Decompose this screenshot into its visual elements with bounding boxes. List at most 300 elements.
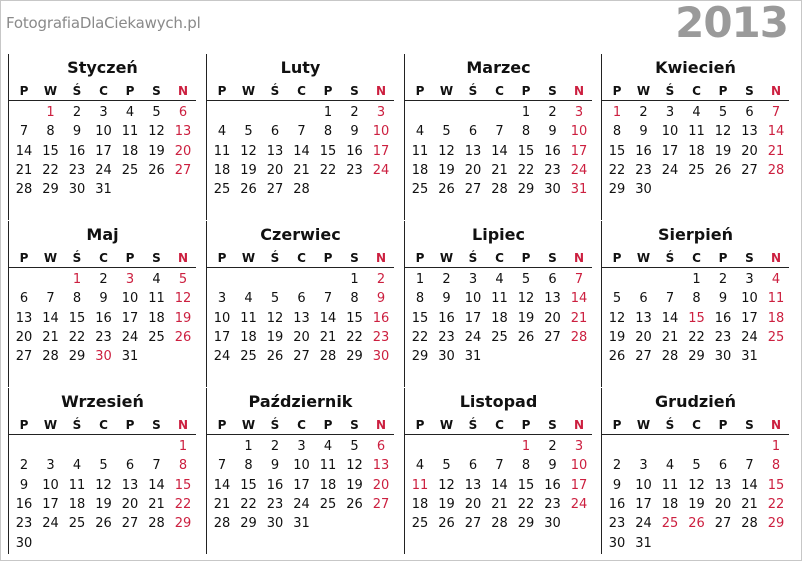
day-cell: 7 — [152, 458, 161, 474]
weekday-header: C — [99, 84, 108, 98]
weekday-header: C — [495, 418, 504, 432]
day-cell: 21 — [491, 496, 508, 512]
weekday-header: P — [415, 84, 425, 98]
weekday-header: Ś — [270, 84, 280, 98]
day-cell: 19 — [148, 143, 165, 159]
day-cell: 6 — [125, 458, 135, 474]
day-cell: 5 — [152, 105, 161, 120]
day-cell: 30 — [15, 535, 33, 551]
day-cell-holiday: 21 — [767, 143, 785, 159]
day-cell-holiday: 28 — [767, 162, 785, 178]
day-cell: 20 — [635, 329, 652, 345]
day-cell: 17 — [213, 329, 231, 345]
day-cell: 5 — [718, 105, 728, 120]
day-cell-holiday: 31 — [570, 182, 588, 198]
day-cell: 19 — [517, 310, 535, 326]
weekday-header: P — [125, 418, 135, 432]
day-cell: 4 — [415, 124, 425, 140]
month-name: Kwiecień — [655, 58, 736, 77]
day-cell: 15 — [411, 310, 429, 326]
day-cell: 18 — [148, 310, 165, 326]
day-cell: 12 — [148, 124, 165, 140]
day-cell-holiday: 3 — [574, 105, 584, 120]
day-cell: 6 — [548, 272, 557, 287]
day-cell: 19 — [714, 143, 732, 159]
day-cell: 29 — [346, 349, 363, 365]
day-cell: 21 — [661, 329, 679, 345]
weekday-header: Ś — [468, 418, 478, 432]
weekday-header: S — [548, 251, 557, 265]
weekday-header: P — [521, 251, 531, 265]
day-cell: 2 — [270, 439, 280, 454]
day-cell: 18 — [688, 143, 705, 159]
day-cell: 8 — [350, 291, 359, 307]
day-cell: 5 — [244, 124, 253, 140]
weekday-header: N — [770, 418, 782, 432]
day-cell-holiday: 13 — [174, 124, 192, 140]
day-cell-holiday: 7 — [574, 272, 584, 287]
day-cell-holiday: 8 — [178, 458, 188, 474]
day-cell: 21 — [741, 496, 758, 512]
day-cell-holiday: 14 — [570, 291, 588, 307]
day-cell: 9 — [639, 124, 648, 140]
day-cell: 29 — [240, 516, 257, 532]
day-cell: 5 — [612, 291, 622, 307]
weekday-header: C — [692, 251, 701, 265]
day-cell-holiday: 14 — [767, 124, 785, 140]
day-cell: 11 — [121, 124, 139, 140]
month-name: Czerwiec — [260, 225, 341, 244]
day-cell: 12 — [346, 458, 363, 474]
day-cell: 2 — [72, 105, 82, 120]
day-cell: 27 — [121, 516, 139, 532]
weekday-header: S — [745, 251, 754, 265]
header-divider — [207, 267, 394, 268]
day-cell: 13 — [121, 477, 139, 493]
weekday-header: C — [495, 84, 504, 98]
weekday-header: W — [439, 418, 454, 432]
day-cell: 7 — [19, 124, 29, 140]
day-cell: 11 — [213, 143, 231, 159]
day-cell: 5 — [442, 458, 451, 474]
day-cell: 5 — [270, 291, 280, 307]
day-cell-holiday: 7 — [771, 105, 781, 120]
day-cell-holiday: 17 — [570, 477, 588, 493]
day-cell: 12 — [266, 310, 284, 326]
day-cell: 28 — [491, 182, 508, 198]
day-cell: 6 — [468, 458, 478, 474]
weekday-header: N — [573, 251, 585, 265]
day-cell: 9 — [19, 477, 29, 493]
day-cell: 23 — [608, 516, 626, 532]
day-cell: 28 — [741, 516, 758, 532]
day-cell: 24 — [293, 496, 310, 512]
day-cell: 20 — [464, 496, 482, 512]
day-cell: 9 — [72, 124, 82, 140]
day-cell-holiday: 21 — [570, 310, 588, 326]
day-cell: 20 — [714, 496, 732, 512]
header-divider — [207, 434, 394, 435]
day-cell: 19 — [266, 329, 284, 345]
month-block — [206, 54, 394, 220]
day-cell: 3 — [46, 458, 55, 474]
day-cell: 16 — [544, 143, 561, 159]
day-cell: 19 — [346, 477, 363, 493]
day-cell: 10 — [42, 477, 59, 493]
month-block — [601, 221, 789, 387]
day-cell: 7 — [495, 124, 504, 140]
day-cell: 27 — [635, 349, 652, 365]
day-cell: 22 — [346, 329, 363, 345]
day-cell-holiday: 1 — [771, 439, 781, 454]
weekday-header: P — [521, 418, 531, 432]
day-cell: 11 — [68, 477, 86, 493]
day-cell: 10 — [95, 124, 112, 140]
day-cell: 14 — [491, 477, 508, 493]
day-cell: 3 — [745, 272, 754, 287]
day-cell-holiday: 15 — [688, 310, 705, 326]
day-cell: 25 — [68, 516, 86, 532]
day-cell: 24 — [635, 516, 652, 532]
day-cell: 28 — [42, 349, 59, 365]
day-cell: 30 — [438, 349, 455, 365]
day-cell-holiday: 23 — [372, 329, 390, 345]
day-cell-holiday: 9 — [376, 291, 386, 307]
day-cell-holiday: 30 — [95, 349, 112, 365]
day-cell: 20 — [741, 143, 758, 159]
day-cell: 19 — [438, 496, 455, 512]
weekday-header: C — [297, 84, 306, 98]
day-cell: 23 — [544, 496, 561, 512]
day-cell: 19 — [240, 162, 257, 178]
day-cell-holiday: 28 — [570, 329, 588, 345]
day-cell: 31 — [464, 349, 482, 365]
weekday-header: C — [99, 418, 108, 432]
day-cell: 26 — [148, 162, 165, 178]
day-cell: 28 — [491, 516, 508, 532]
day-cell: 31 — [95, 182, 112, 198]
day-cell: 31 — [121, 349, 139, 365]
weekday-header: Ś — [72, 251, 82, 265]
day-cell: 20 — [293, 329, 310, 345]
day-cell: 8 — [46, 124, 55, 140]
month-block — [8, 221, 196, 387]
weekday-header: N — [573, 418, 585, 432]
day-cell-holiday: 13 — [372, 458, 390, 474]
day-cell: 24 — [213, 349, 231, 365]
weekday-header: P — [415, 418, 425, 432]
day-cell: 23 — [346, 162, 363, 178]
day-cell: 14 — [213, 477, 231, 493]
day-cell: 30 — [714, 349, 732, 365]
weekday-header: Ś — [72, 418, 82, 432]
weekday-header: P — [521, 84, 531, 98]
day-cell: 21 — [293, 162, 310, 178]
weekday-header: W — [439, 84, 454, 98]
day-cell: 17 — [661, 143, 679, 159]
day-cell: 10 — [635, 477, 652, 493]
day-cell: 22 — [688, 329, 705, 345]
day-cell: 14 — [741, 477, 758, 493]
day-cell: 10 — [121, 291, 139, 307]
day-cell: 15 — [240, 477, 257, 493]
month-name: Listopad — [459, 392, 538, 411]
day-cell: 18 — [411, 162, 429, 178]
day-cell: 19 — [608, 329, 626, 345]
month-block — [8, 388, 196, 554]
day-cell-holiday: 24 — [570, 496, 588, 512]
header-divider — [405, 267, 592, 268]
day-cell: 25 — [411, 182, 429, 198]
weekday-header: C — [692, 84, 701, 98]
day-cell: 31 — [741, 349, 758, 365]
day-cell-holiday: 10 — [372, 124, 390, 140]
day-cell: 21 — [148, 496, 165, 512]
day-cell: 1 — [521, 105, 531, 120]
day-cell: 25 — [240, 349, 257, 365]
day-cell-holiday: 29 — [174, 516, 192, 532]
month-name: Styczeń — [67, 58, 138, 77]
day-cell-holiday: 17 — [372, 143, 390, 159]
day-cell: 1 — [244, 439, 253, 454]
day-cell: 19 — [438, 162, 455, 178]
day-cell: 6 — [270, 124, 280, 140]
day-cell-holiday: 27 — [372, 496, 390, 512]
day-cell: 26 — [346, 496, 363, 512]
day-cell: 29 — [517, 182, 535, 198]
weekday-header: S — [350, 251, 359, 265]
weekday-header: N — [573, 84, 585, 98]
weekday-header: S — [152, 418, 161, 432]
weekday-header: Ś — [270, 251, 280, 265]
day-cell: 13 — [293, 310, 310, 326]
day-cell: 13 — [714, 477, 732, 493]
day-cell-holiday: 6 — [376, 439, 386, 454]
day-cell: 26 — [438, 182, 455, 198]
day-cell-holiday: 10 — [570, 124, 588, 140]
day-cell: 17 — [95, 143, 112, 159]
day-cell-holiday: 4 — [771, 272, 781, 287]
day-cell-holiday: 6 — [178, 105, 188, 120]
day-cell: 27 — [544, 329, 561, 345]
day-cell: 10 — [661, 124, 679, 140]
day-cell: 23 — [438, 329, 455, 345]
day-cell: 20 — [15, 329, 33, 345]
day-cell: 7 — [323, 291, 333, 307]
day-cell: 16 — [608, 496, 626, 512]
day-cell: 7 — [665, 291, 675, 307]
weekday-header: Ś — [665, 418, 675, 432]
weekday-header: P — [323, 251, 333, 265]
day-cell: 13 — [741, 124, 758, 140]
weekday-header: W — [636, 418, 651, 432]
day-cell-holiday: 5 — [178, 272, 188, 287]
day-cell: 16 — [346, 143, 363, 159]
day-cell: 25 — [121, 162, 139, 178]
weekday-header: S — [745, 418, 754, 432]
weekday-header: C — [495, 251, 504, 265]
day-cell-holiday: 15 — [767, 477, 785, 493]
day-cell-holiday: 26 — [688, 516, 705, 532]
day-cell: 10 — [293, 458, 310, 474]
day-cell: 13 — [464, 143, 482, 159]
day-cell: 23 — [68, 162, 86, 178]
day-cell-holiday: 12 — [174, 291, 192, 307]
day-cell: 9 — [718, 291, 728, 307]
day-cell: 11 — [661, 477, 679, 493]
weekday-header: S — [548, 84, 557, 98]
day-cell: 9 — [350, 124, 359, 140]
day-cell-holiday: 18 — [767, 310, 785, 326]
day-cell: 29 — [608, 182, 626, 198]
weekday-header: P — [323, 418, 333, 432]
day-cell: 25 — [213, 182, 231, 198]
day-cell-holiday: 22 — [767, 496, 785, 512]
day-cell: 16 — [438, 310, 455, 326]
day-cell: 24 — [661, 162, 679, 178]
day-cell-holiday: 1 — [612, 105, 622, 120]
day-cell-holiday: 11 — [411, 477, 429, 493]
weekday-header: W — [241, 251, 256, 265]
day-cell: 11 — [688, 124, 705, 140]
day-cell-holiday: 25 — [767, 329, 785, 345]
weekday-header: C — [297, 251, 306, 265]
weekday-header: P — [415, 251, 425, 265]
day-cell: 28 — [213, 516, 231, 532]
day-cell: 25 — [148, 329, 165, 345]
day-cell: 14 — [319, 310, 337, 326]
day-cell: 20 — [544, 310, 561, 326]
day-cell-holiday: 24 — [570, 162, 588, 178]
day-cell: 10 — [464, 291, 482, 307]
day-cell: 18 — [121, 143, 139, 159]
day-cell: 16 — [714, 310, 732, 326]
weekday-header: N — [177, 251, 189, 265]
day-cell-holiday: 25 — [661, 516, 679, 532]
site-title: FotografiaDlaCiekawych.pl — [6, 14, 201, 32]
day-cell: 6 — [639, 291, 648, 307]
day-cell: 28 — [148, 516, 165, 532]
day-cell: 3 — [99, 105, 108, 120]
weekday-header: P — [125, 84, 135, 98]
day-cell-holiday: 10 — [570, 458, 588, 474]
day-cell: 29 — [411, 349, 429, 365]
day-cell-holiday: 20 — [372, 477, 390, 493]
day-cell: 30 — [544, 182, 561, 198]
month-name: Lipiec — [472, 225, 525, 244]
day-cell: 11 — [240, 310, 257, 326]
day-cell: 29 — [517, 516, 535, 532]
day-cell: 6 — [745, 105, 754, 120]
weekday-header: Ś — [468, 251, 478, 265]
day-cell: 22 — [517, 162, 535, 178]
day-cell: 27 — [714, 516, 732, 532]
weekday-header: C — [297, 418, 306, 432]
day-cell: 3 — [468, 272, 478, 287]
day-cell: 1 — [350, 272, 359, 287]
weekday-header: N — [375, 251, 387, 265]
day-cell: 1 — [323, 105, 333, 120]
weekday-header: W — [43, 418, 58, 432]
month-name: Październik — [248, 392, 353, 411]
day-cell: 14 — [293, 143, 310, 159]
day-cell: 29 — [688, 349, 705, 365]
day-cell: 27 — [266, 182, 284, 198]
weekday-header: W — [241, 84, 256, 98]
day-cell: 22 — [68, 329, 86, 345]
month-name: Marzec — [466, 58, 531, 77]
day-cell: 28 — [293, 182, 310, 198]
month-block — [404, 388, 592, 554]
weekday-header: P — [19, 251, 29, 265]
day-cell: 8 — [612, 124, 622, 140]
day-cell: 21 — [319, 329, 337, 345]
weekday-header: P — [217, 84, 227, 98]
day-cell: 25 — [411, 516, 429, 532]
day-cell: 25 — [319, 496, 337, 512]
header-divider — [405, 434, 592, 435]
day-cell-holiday: 2 — [376, 272, 386, 287]
day-cell: 4 — [125, 105, 135, 120]
day-cell: 20 — [121, 496, 139, 512]
day-cell: 5 — [99, 458, 108, 474]
day-cell: 10 — [741, 291, 758, 307]
day-cell: 15 — [517, 477, 535, 493]
weekday-header: P — [612, 84, 622, 98]
day-cell: 12 — [95, 477, 112, 493]
day-cell: 25 — [688, 162, 705, 178]
weekday-header: P — [217, 251, 227, 265]
month-name: Wrzesień — [61, 392, 144, 411]
header-divider — [405, 100, 592, 101]
day-cell: 6 — [297, 291, 306, 307]
day-cell: 15 — [319, 143, 337, 159]
day-cell: 12 — [688, 477, 705, 493]
day-cell: 9 — [612, 477, 622, 493]
day-cell: 9 — [270, 458, 280, 474]
day-cell: 30 — [68, 182, 86, 198]
day-cell-holiday: 20 — [174, 143, 192, 159]
day-cell: 11 — [411, 143, 429, 159]
day-cell: 8 — [72, 291, 82, 307]
day-cell: 22 — [240, 496, 257, 512]
day-cell: 29 — [42, 182, 59, 198]
day-cell-holiday: 19 — [174, 310, 192, 326]
day-cell: 8 — [692, 291, 701, 307]
day-cell: 28 — [661, 349, 679, 365]
header-divider — [602, 267, 789, 268]
day-cell: 12 — [438, 477, 455, 493]
weekday-header: P — [718, 84, 728, 98]
month-name: Maj — [86, 225, 119, 244]
weekday-header: Ś — [665, 251, 675, 265]
day-cell: 25 — [491, 329, 508, 345]
day-cell: 13 — [464, 477, 482, 493]
day-cell-holiday: 24 — [372, 162, 390, 178]
day-cell: 8 — [521, 124, 531, 140]
day-cell: 7 — [297, 124, 306, 140]
day-cell: 2 — [718, 272, 728, 287]
month-block — [206, 221, 394, 387]
weekday-header: W — [636, 251, 651, 265]
day-cell: 3 — [297, 439, 306, 454]
day-cell: 4 — [665, 458, 675, 474]
day-cell: 17 — [121, 310, 139, 326]
month-name: Sierpień — [658, 225, 733, 244]
day-cell: 1 — [692, 272, 701, 287]
day-cell-holiday: 1 — [72, 272, 82, 287]
day-cell: 28 — [319, 349, 337, 365]
